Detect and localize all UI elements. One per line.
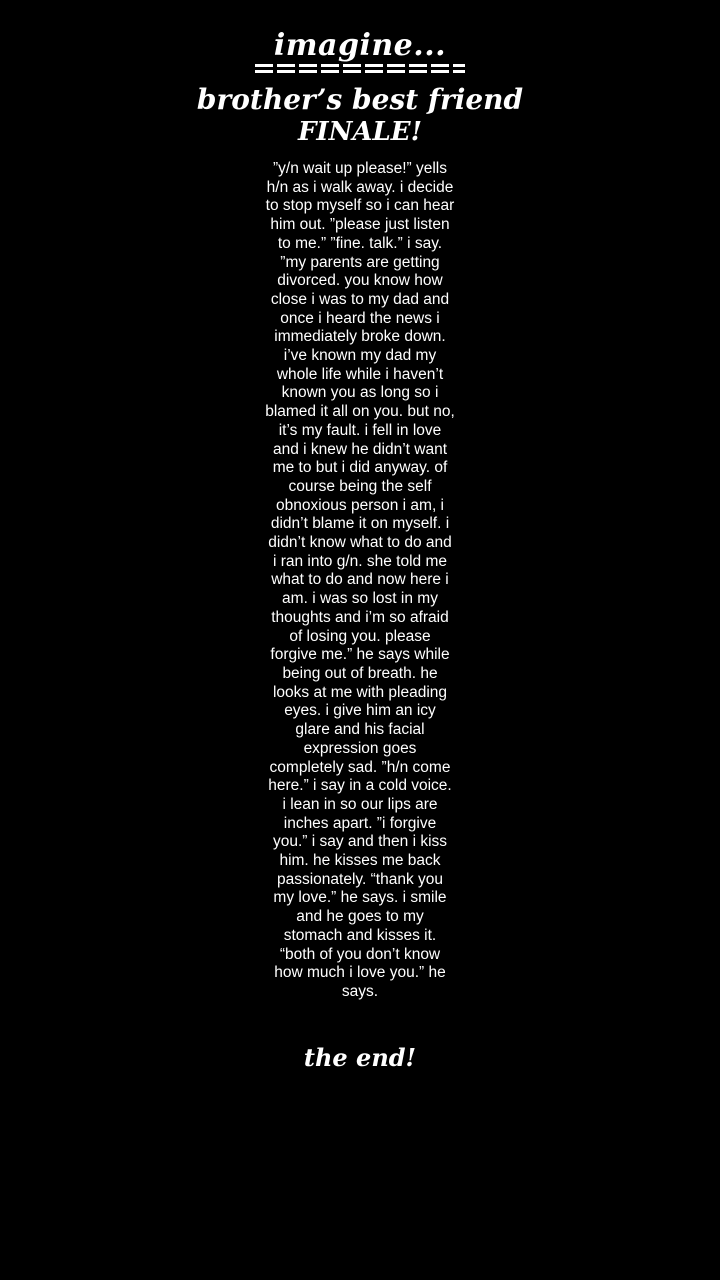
divider-line-top [255,64,465,67]
title-divider [255,63,465,75]
ending-label: the end! [303,1043,417,1072]
story-text: ”y/n wait up please!” yells h/n as i walk away. i decide to stop myself so i can hear him out. ”please just listen to me.” ”fine. talk.” i say. ”my parents are getting divorced. you know how close i was to my dad and once i heard the news i immediately broke down. i’ve known my dad my whole life while i haven’t known you as long so i blamed it all on you. but no, it’s my fault. i fell in love and i knew he didn’t want me to but i did anyway. of course being the self obnoxious person i am, i didn’t blame it on myself. i didn’t know what to do and i ran into g/n. she told me what to do and now here i am. i was so lost in my thoughts and i’m so afraid of losing you. please forgive me.” he says while being out of breath. he looks at me with pleading eyes. i give him an icy glare and his facial expression goes completely sad. ”h/n come here.” i say in a cold voice. i lean in so our lips are inches apart. ”i forgive you.” i say and then i kiss him. he kisses me back passionately. “thank you my love.” he says. i smile and he goes to my stomach and kisses it. “both of you don’t know how much i love you.” he says. [265,160,455,1000]
divider-line-bottom [255,70,465,73]
page-title: imagine... [273,28,447,63]
part-label: FINALE! [297,117,423,147]
story-subtitle: brother’s best friend [196,83,524,116]
